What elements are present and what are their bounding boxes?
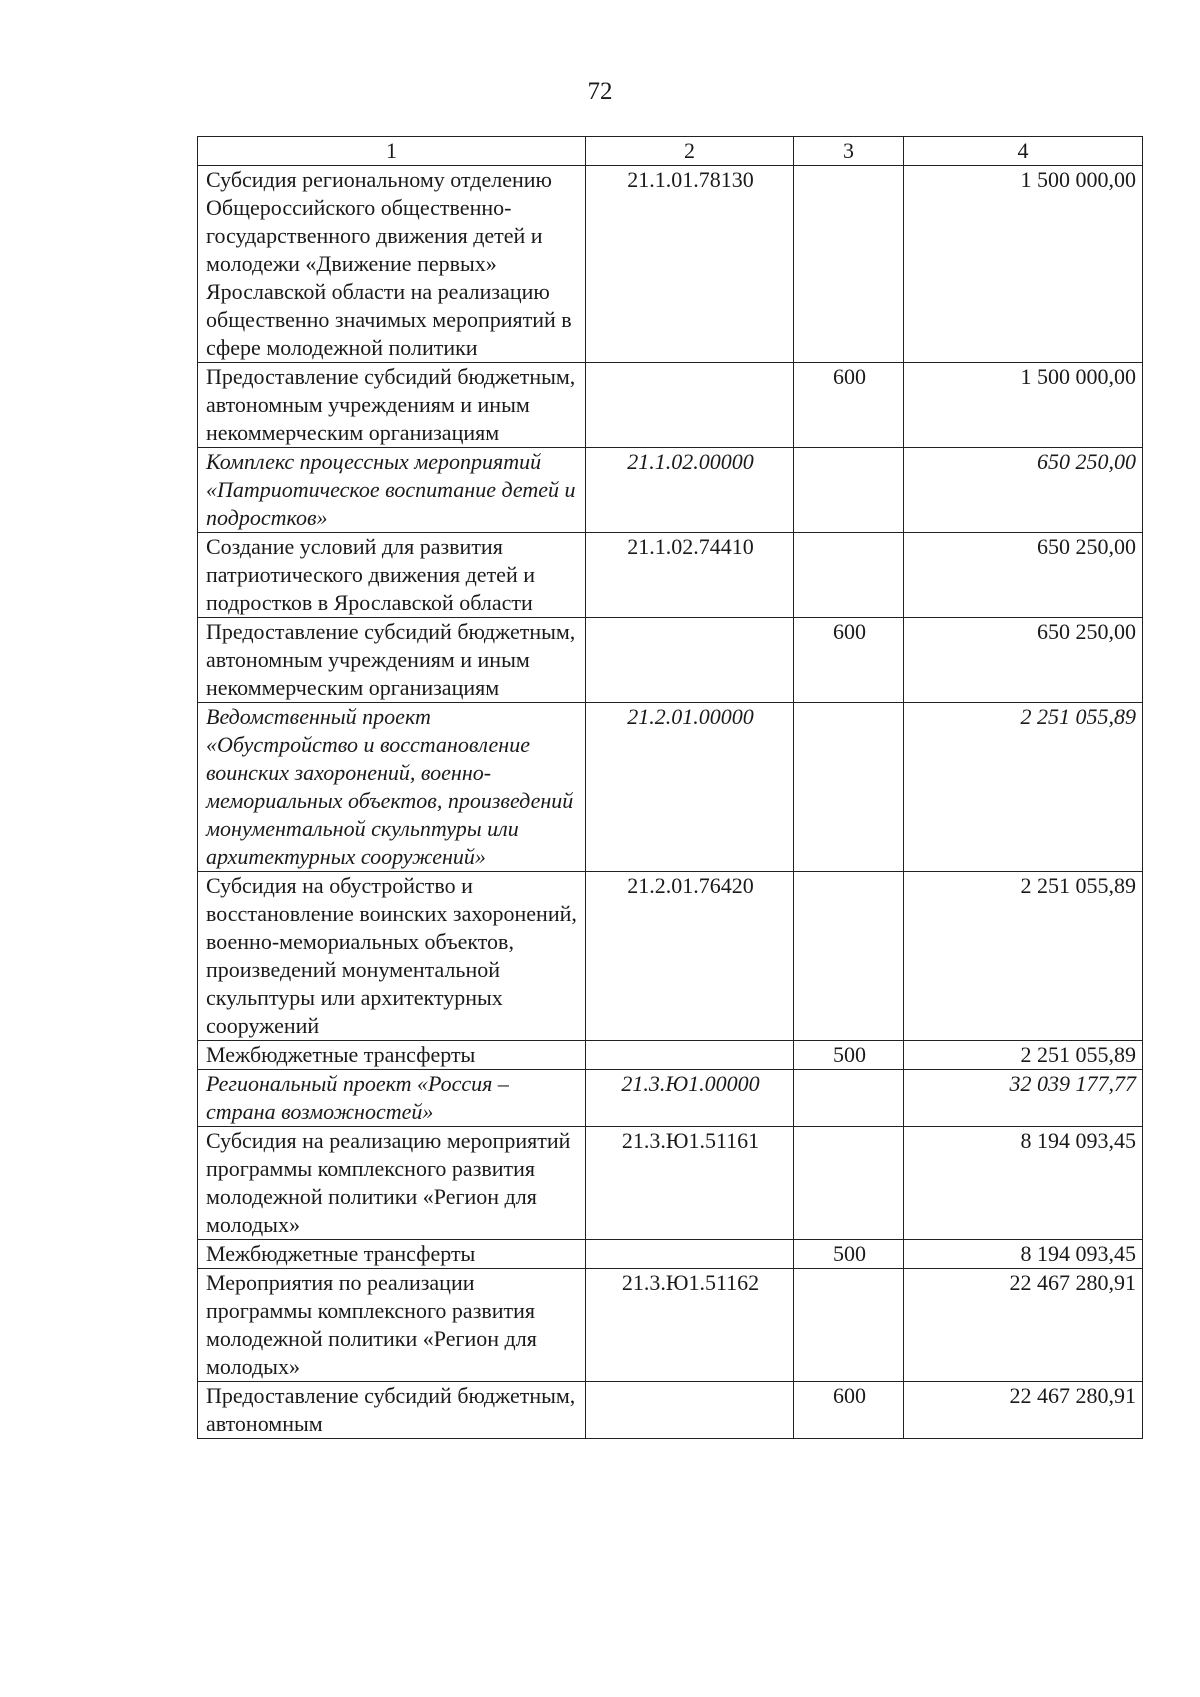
table-row (198, 703, 1143, 872)
row-amount-cell: 1 500 000,00 (904, 363, 1143, 448)
row-type-cell: 600 (794, 363, 904, 448)
row-code-cell: 21.3.Ю1.51162 (586, 1269, 794, 1382)
row-code-cell (586, 1041, 794, 1070)
table-row (198, 872, 1143, 1041)
row-type-cell (794, 533, 904, 618)
row-amount-cell: 1 500 000,00 (904, 166, 1143, 363)
row-code-cell: 21.1.02.74410 (586, 533, 794, 618)
row-type-cell: 500 (794, 1041, 904, 1070)
table-row (198, 1041, 1143, 1070)
column-header-3: 3 (794, 137, 904, 166)
row-name-cell: Межбюджетные трансферты (198, 1240, 586, 1269)
row-name-cell: Субсидия на обустройство и восстановление воинских захоронений, военно-мемориальных объектов, произведений монументальной скульптуры или архитектурных сооружений (198, 872, 586, 1041)
row-code-cell (586, 1382, 794, 1439)
column-header-4: 4 (904, 137, 1143, 166)
row-code-cell (586, 363, 794, 448)
row-name-cell: Предоставление субсидий бюджетным, автономным учреждениям и иным некоммерческим организациям (198, 363, 586, 448)
row-type-cell (794, 872, 904, 1041)
row-amount-cell: 8 194 093,45 (904, 1240, 1143, 1269)
row-amount-cell: 22 467 280,91 (904, 1382, 1143, 1439)
row-type-cell (794, 1070, 904, 1127)
row-code-cell (586, 1240, 794, 1269)
row-name-cell: Мероприятия по реализации программы комплексного развития молодежной политики «Регион для молодых» (198, 1269, 586, 1382)
row-name-cell: Региональный проект «Россия – страна возможностей» (198, 1070, 586, 1127)
row-type-cell: 600 (794, 618, 904, 703)
row-name-cell: Предоставление субсидий бюджетным, автономным учреждениям и иным некоммерческим организациям (198, 618, 586, 703)
budget-table (197, 136, 1143, 1439)
row-amount-cell: 2 251 055,89 (904, 872, 1143, 1041)
table-row (198, 166, 1143, 363)
row-name-cell: Создание условий для развития патриотического движения детей и подростков в Ярославской области (198, 533, 586, 618)
row-amount-cell: 32 039 177,77 (904, 1070, 1143, 1127)
table-row (198, 363, 1143, 448)
row-amount-cell: 8 194 093,45 (904, 1127, 1143, 1240)
row-type-cell: 500 (794, 1240, 904, 1269)
row-amount-cell: 2 251 055,89 (904, 1041, 1143, 1070)
table-header-row (198, 137, 1143, 166)
row-amount-cell: 650 250,00 (904, 448, 1143, 533)
row-name-cell: Субсидия региональному отделению Общероссийского общественно-государственного движения детей и молодежи «Движение первых» Ярославской области на реализацию общественно значимых мероприятий в сфере молодежной политики (198, 166, 586, 363)
page-number: 72 (587, 78, 613, 105)
table-row (198, 618, 1143, 703)
row-type-cell: 600 (794, 1382, 904, 1439)
row-amount-cell: 650 250,00 (904, 618, 1143, 703)
row-code-cell: 21.3.Ю1.51161 (586, 1127, 794, 1240)
row-name-cell: Межбюджетные трансферты (198, 1041, 586, 1070)
row-code-cell: 21.1.01.78130 (586, 166, 794, 363)
table-row (198, 1127, 1143, 1240)
table-row (198, 1269, 1143, 1382)
table-row (198, 1240, 1143, 1269)
table-row (198, 1070, 1143, 1127)
row-code-cell: 21.2.01.00000 (586, 703, 794, 872)
row-code-cell (586, 618, 794, 703)
row-code-cell: 21.3.Ю1.00000 (586, 1070, 794, 1127)
column-header-1: 1 (198, 137, 586, 166)
row-amount-cell: 22 467 280,91 (904, 1269, 1143, 1382)
table-row (198, 448, 1143, 533)
table-row (198, 533, 1143, 618)
row-type-cell (794, 703, 904, 872)
row-name-cell: Субсидия на реализацию мероприятий программы комплексного развития молодежной политики «Регион для молодых» (198, 1127, 586, 1240)
row-name-cell: Ведомственный проект «Обустройство и восстановление воинских захоронений, военно-мемориальных объектов, произведений монументальной скульптуры или архитектурных сооружений» (198, 703, 586, 872)
column-header-2: 2 (586, 137, 794, 166)
row-amount-cell: 2 251 055,89 (904, 703, 1143, 872)
row-type-cell (794, 448, 904, 533)
row-type-cell (794, 166, 904, 363)
row-name-cell: Комплекс процессных мероприятий «Патриотическое воспитание детей и подростков» (198, 448, 586, 533)
row-name-cell: Предоставление субсидий бюджетным, автономным (198, 1382, 586, 1439)
row-amount-cell: 650 250,00 (904, 533, 1143, 618)
row-code-cell: 21.2.01.76420 (586, 872, 794, 1041)
row-code-cell: 21.1.02.00000 (586, 448, 794, 533)
table-body (198, 166, 1143, 1439)
row-type-cell (794, 1127, 904, 1240)
table-row (198, 1382, 1143, 1439)
row-type-cell (794, 1269, 904, 1382)
